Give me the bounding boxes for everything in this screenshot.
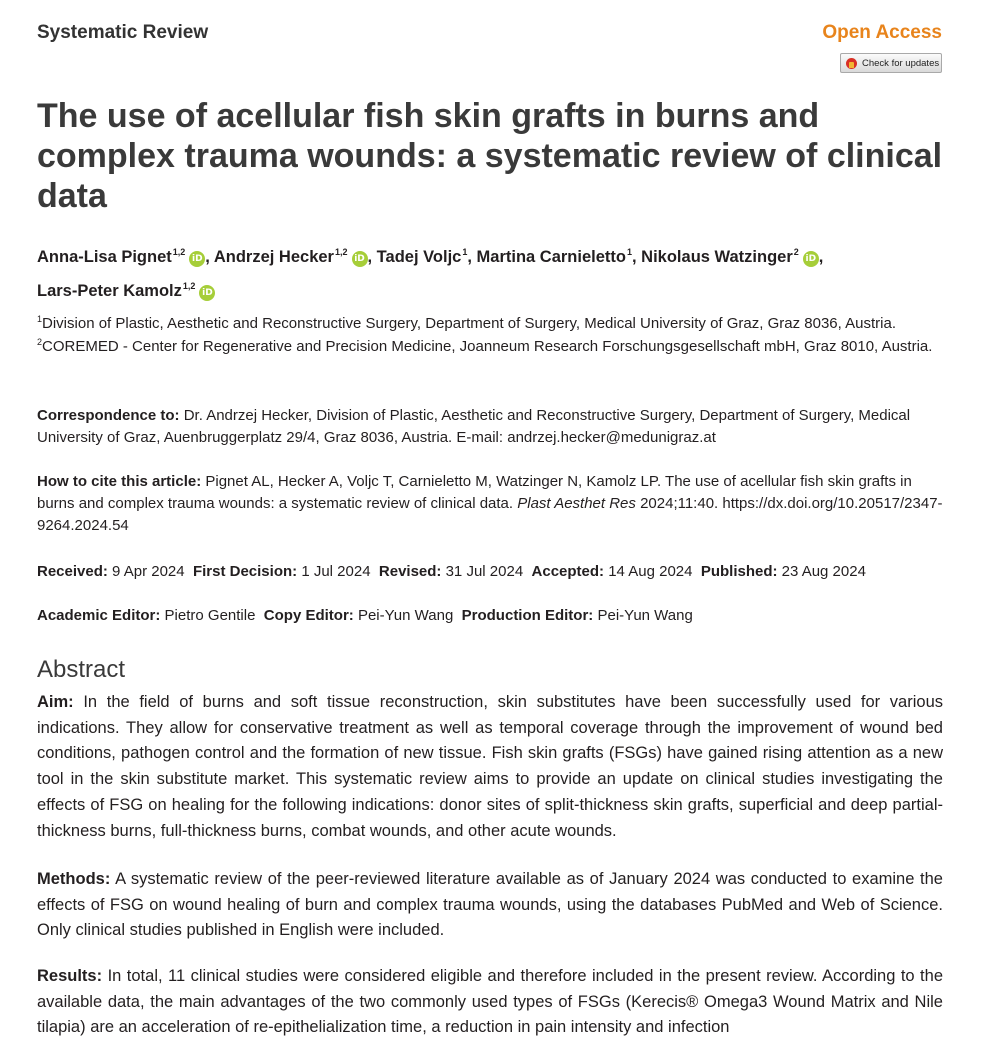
author-name[interactable]: Tadej Voljc (376, 248, 462, 266)
citation (37, 471, 943, 537)
editor-name: Pei-Yun Wang (357, 607, 454, 624)
correspondence-text: Dr. Andrzej Hecker, Division of Plastic, Aesthetic and Reconstructive Surgery, Department of Surgery, Medical University of Graz, Auenbruggerplatz 29/4, Graz 8036, Austria. E-mail: andrzej.hecker@medunigraz.at (37, 407, 911, 446)
citation-label: How to cite this article: (37, 473, 202, 490)
date-label: First Decision: (192, 563, 298, 580)
author-affiliation-marker: 1,2 (182, 281, 196, 291)
date-value: 31 Jul 2024 (445, 563, 524, 580)
orcid-icon[interactable]: iD (803, 251, 819, 267)
affiliation-text: COREMED - Center for Regenerative and Precision Medicine, Joanneum Research Forschungsgesellschaft mbH, Graz 8010, Austria. (42, 338, 933, 355)
author-affiliation-marker: 1 (462, 247, 468, 257)
author-affiliation-marker: 1,2 (334, 247, 348, 257)
editor-label: Academic Editor: (37, 607, 161, 624)
correspondence-label: Correspondence to: (37, 407, 180, 424)
affiliation-item (37, 333, 943, 356)
author-name[interactable]: Andrzej Hecker (213, 248, 334, 266)
citation-text: Pignet AL, Hecker A, Voljc T, Carnieletto M, Watzinger N, Kamolz LP. The use of acellular fish skin grafts in burns and complex trauma wounds: a systematic review of clinical data. (37, 473, 912, 512)
affiliation-item (37, 310, 943, 333)
abstract-methods-label: Methods: (37, 870, 111, 888)
author-name[interactable]: Martina Carnieletto (476, 248, 626, 266)
date-label: Accepted: (531, 563, 605, 580)
citation-journal: Plast Aesthet Res (517, 495, 636, 512)
crossmark-icon (846, 58, 857, 69)
abstract-methods-text: A systematic review of the peer-reviewed literature available as of January 2024 was conducted to examine the effects of FSG on wound healing of burn and complex trauma wounds, using the databases PubMed and Web of Science. Only clinical studies published in English were included. (37, 870, 943, 940)
abstract-results (37, 964, 943, 1041)
date-label: Revised: (378, 563, 442, 580)
abstract-heading: Abstract (37, 656, 126, 683)
article-dates (37, 561, 943, 583)
correspondence (37, 405, 943, 449)
abstract-aim-text: In the field of burns and soft tissue reconstruction, skin substitutes have been successfully used for various indications. They allow for conservative treatment as well as temporal coverage through the improvement of wound bed conditions, pathogen control and the formation of new tissue. Fish skin grafts (FSGs) have gained rising attention as a new tool in the skin substitute market. This systematic review aims to provide an update on clinical studies investigating the effects of FSG on healing for the following indications: donor sites of split-thickness skin grafts, superficial and deep partial-thickness burns, full-thickness burns, combat wounds, and other acute wounds. (37, 693, 943, 840)
article-type-label: Systematic Review (37, 22, 209, 43)
editor-name: Pei-Yun Wang (597, 607, 693, 624)
date-label: Published: (700, 563, 778, 580)
abstract-aim (37, 690, 943, 844)
editors (37, 605, 943, 627)
date-value: 9 Apr 2024 (112, 563, 185, 580)
author-list: Anna-Lisa Pignet$^{1,2}$iD , Andrzej Hecker$^{1,2}$iD , Tadej Voljc$^1$, Martina Carnieletto$^1$, Nikolaus Watzinger$^2$iD , Lars-Peter Kamolz$^{1,2}$iD (37, 247, 824, 300)
abstract-aim-label: Aim: (37, 693, 74, 711)
editor-name: Pietro Gentile (164, 607, 256, 624)
check-for-updates-label: Check for updates (862, 57, 940, 69)
open-access-label: Open Access (822, 22, 942, 43)
abstract-methods (37, 867, 943, 944)
affiliation-text: Division of Plastic, Aesthetic and Reconstructive Surgery, Department of Surgery, Medical University of Graz, Graz 8036, Austria. (42, 315, 896, 332)
citation-doi-text[interactable]: 2024;11:40. https://dx.doi.org/10.20517/2347-9264.2024.54 (37, 495, 943, 534)
abstract-results-label: Results: (37, 967, 103, 985)
check-for-updates-button[interactable] (840, 53, 942, 73)
date-value: 23 Aug 2024 (781, 563, 866, 580)
orcid-icon[interactable]: iD (352, 251, 368, 267)
article-title: The use of acellular fish skin grafts in burns and complex trauma wounds: a systematic review of clinical data (37, 97, 943, 215)
author-name[interactable]: Nikolaus Watzinger (641, 248, 793, 266)
orcid-icon[interactable]: iD (189, 251, 205, 267)
author-affiliation-marker: 1,2 (172, 247, 186, 257)
author-affiliation-marker: 1 (626, 247, 632, 257)
date-label: Received: (37, 563, 108, 580)
author-affiliation-marker: 2 (793, 247, 799, 257)
abstract-results-text: In total, 11 clinical studies were considered eligible and therefore included in the present review. According to the available data, the main advantages of the two commonly used types of FSGs (Kerecis® Omega3 Wound Matrix and Nile tilapia) are an acceleration of re-epithelialization time, a reduction in pain intensity and infection (37, 967, 943, 1037)
author-name[interactable]: Anna-Lisa Pignet (37, 248, 172, 266)
orcid-icon[interactable]: iD (199, 285, 215, 301)
editor-label: Production Editor: (461, 607, 594, 624)
affiliation-marker: 2 (37, 337, 43, 347)
editor-label: Copy Editor: (263, 607, 354, 624)
author-name[interactable]: Lars-Peter Kamolz (37, 282, 182, 300)
article-header (37, 22, 943, 82)
affiliation-marker: 1 (37, 314, 43, 324)
date-value: 1 Jul 2024 (301, 563, 371, 580)
date-value: 14 Aug 2024 (608, 563, 693, 580)
affiliations (37, 310, 943, 356)
